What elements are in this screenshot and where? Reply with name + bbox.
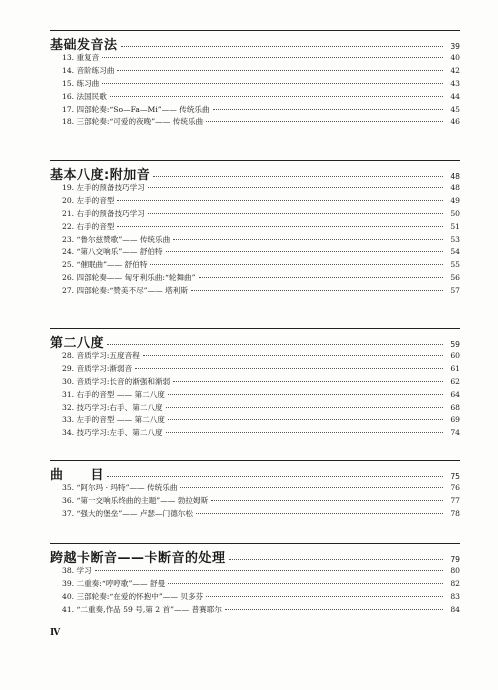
entry-page-number: 77 xyxy=(450,495,460,505)
entry-title: 18. 三部轮奏:“可爱的夜晚”—— 传统乐曲 xyxy=(62,117,204,127)
entry-title: 30. 音质学习:长音的渐强和渐弱 xyxy=(62,376,171,386)
entry-title: 40. 三部轮奏:“在爱的怀抱中”—— 贝多芬 xyxy=(62,591,204,601)
toc-entry[interactable] xyxy=(50,91,460,104)
section-page-number: 39 xyxy=(450,42,460,51)
section-rule xyxy=(50,543,460,544)
dot-leader xyxy=(229,559,443,560)
toc-entry[interactable] xyxy=(50,246,460,259)
section-title: 第二八度 xyxy=(50,336,105,351)
toc-entry[interactable] xyxy=(50,195,460,208)
toc-entry[interactable] xyxy=(50,272,460,285)
entry-page-number: 44 xyxy=(450,91,460,101)
dot-leader xyxy=(102,57,443,58)
dot-leader xyxy=(206,121,443,122)
toc-entry[interactable] xyxy=(50,285,460,298)
toc-entry[interactable] xyxy=(50,482,460,495)
toc-entry[interactable] xyxy=(50,116,460,129)
toc-entry[interactable] xyxy=(50,182,460,195)
entry-title: 35. “阿尔玛 · 玛特”—— 传统乐曲 xyxy=(62,483,178,492)
dot-leader xyxy=(166,251,443,252)
dot-leader xyxy=(173,239,443,240)
dot-leader xyxy=(168,394,443,395)
dot-leader xyxy=(110,96,443,97)
entry-title: 22. 右手的音型 xyxy=(62,221,115,231)
toc-entry[interactable] xyxy=(50,414,460,427)
toc-entry[interactable] xyxy=(50,578,460,591)
page-number: Ⅳ xyxy=(50,628,61,638)
dot-leader xyxy=(117,200,443,201)
toc-entry[interactable] xyxy=(50,350,460,363)
toc-entry[interactable] xyxy=(50,402,460,415)
toc-entry[interactable] xyxy=(50,104,460,117)
entry-page-number: 78 xyxy=(450,508,460,518)
entry-page-number: 54 xyxy=(450,247,460,257)
section-heading[interactable] xyxy=(50,332,460,350)
toc-entry[interactable] xyxy=(50,52,460,65)
entry-title: 36. “第一交响乐终曲的主题”—— 勃拉姆斯 xyxy=(62,495,209,505)
dot-leader xyxy=(166,432,443,433)
toc-entry[interactable] xyxy=(50,78,460,91)
entry-page-number: 55 xyxy=(450,260,460,270)
section-title: 曲 目 xyxy=(50,468,105,483)
section-rule xyxy=(50,460,460,461)
dot-leader xyxy=(135,368,443,369)
toc-section xyxy=(50,30,460,129)
dot-leader xyxy=(95,570,443,571)
dot-leader xyxy=(143,355,443,356)
entry-title: 29. 音质学习:渐弱音 xyxy=(62,363,133,373)
entry-title: 17. 四部轮奏:“So—Fa—Mi”—— 传统乐曲 xyxy=(62,104,210,114)
toc-entry[interactable] xyxy=(50,591,460,604)
toc-section xyxy=(50,460,460,521)
entry-title: 41. “二重奏,作品 59 号,第 2 首”—— 普赛耶尔 xyxy=(62,604,222,614)
entry-title: 19. 左手的预备技巧学习 xyxy=(62,183,145,192)
entry-page-number: 68 xyxy=(450,402,460,412)
entry-title: 16. 法国民歌 xyxy=(62,91,107,101)
toc-entry[interactable] xyxy=(50,208,460,221)
toc-entry[interactable] xyxy=(50,508,460,521)
entry-title: 15. 练习曲 xyxy=(62,78,100,88)
dot-leader xyxy=(225,609,443,610)
entry-title: 27. 四部轮奏:“赞美不尽”—— 塔利斯 xyxy=(62,286,188,296)
toc-entry[interactable] xyxy=(50,427,460,440)
toc-entry[interactable] xyxy=(50,234,460,247)
dot-leader xyxy=(213,109,443,110)
dot-leader xyxy=(180,487,443,488)
section-title: 跨越卡断音——卡断音的处理 xyxy=(50,551,226,566)
entry-page-number: 50 xyxy=(450,208,460,218)
toc-entry[interactable] xyxy=(50,389,460,402)
entry-page-number: 64 xyxy=(450,389,460,399)
entry-page-number: 82 xyxy=(450,578,460,588)
entry-page-number: 80 xyxy=(450,566,460,575)
toc-entry[interactable] xyxy=(50,604,460,617)
entry-page-number: 49 xyxy=(450,195,460,205)
dot-leader xyxy=(148,187,443,188)
dot-leader xyxy=(168,419,443,420)
section-heading[interactable] xyxy=(50,547,460,565)
toc-section xyxy=(50,328,460,440)
dot-leader xyxy=(191,290,443,291)
dot-leader xyxy=(168,583,443,584)
dot-leader xyxy=(148,213,443,214)
section-heading[interactable] xyxy=(50,34,460,52)
entry-page-number: 45 xyxy=(450,104,460,114)
dot-leader xyxy=(107,476,443,477)
entry-title: 39. 二重奏:“哼哼歌”—— 舒曼 xyxy=(62,578,166,588)
entry-page-number: 76 xyxy=(450,483,460,492)
dot-leader xyxy=(166,407,443,408)
toc-entry[interactable] xyxy=(50,495,460,508)
section-page-number: 79 xyxy=(450,555,460,564)
section-heading[interactable] xyxy=(50,464,460,482)
section-title: 基本八度:附加音 xyxy=(50,168,151,183)
entry-title: 37. “强大的堡垒”—— 卢瑟—门德尔松 xyxy=(62,508,193,518)
entry-page-number: 42 xyxy=(450,65,460,75)
toc-section xyxy=(50,543,460,617)
dot-leader xyxy=(206,596,443,597)
entry-page-number: 56 xyxy=(450,273,460,283)
entry-title: 21. 右手的预备技巧学习 xyxy=(62,208,145,218)
section-page-number: 48 xyxy=(450,172,460,181)
dot-leader xyxy=(199,277,443,278)
dot-leader xyxy=(211,500,443,501)
entry-title: 20. 左手的音型 xyxy=(62,195,115,205)
entry-page-number: 69 xyxy=(450,415,460,425)
entry-page-number: 46 xyxy=(450,117,460,127)
entry-title: 26. 四部轮奏—— 匈牙利乐曲:“轮舞曲” xyxy=(62,273,196,283)
entry-title: 14. 音阶练习曲 xyxy=(62,65,115,75)
section-rule xyxy=(50,30,460,31)
entry-page-number: 84 xyxy=(450,604,460,614)
entry-page-number: 53 xyxy=(450,234,460,244)
toc-entry[interactable] xyxy=(50,363,460,376)
entry-page-number: 40 xyxy=(450,53,460,62)
entry-title: 24. “第八交响乐”—— 舒伯特 xyxy=(62,247,163,257)
dot-leader xyxy=(121,46,443,47)
dot-leader xyxy=(173,381,443,382)
entry-title: 32. 技巧学习:右手、第二八度 xyxy=(62,402,163,412)
section-page-number: 59 xyxy=(450,340,460,349)
toc-entry[interactable] xyxy=(50,65,460,78)
entry-page-number: 83 xyxy=(450,591,460,601)
entry-title: 28. 音质学习:五度音程 xyxy=(62,351,140,360)
entry-page-number: 61 xyxy=(450,363,460,373)
section-page-number: 75 xyxy=(450,472,460,481)
entry-title: 33. 左手的音型 —— 第二八度 xyxy=(62,415,165,425)
toc-entry[interactable] xyxy=(50,565,460,578)
entry-page-number: 43 xyxy=(450,78,460,88)
section-rule xyxy=(50,328,460,329)
entry-page-number: 74 xyxy=(450,428,460,438)
entry-page-number: 51 xyxy=(450,221,460,231)
entry-title: 34. 技巧学习:左手、第二八度 xyxy=(62,428,163,438)
dot-leader xyxy=(196,513,443,514)
entry-title: 25. “催眠曲”—— 舒伯特 xyxy=(62,260,148,270)
toc-entry[interactable] xyxy=(50,259,460,272)
dot-leader xyxy=(153,176,443,177)
toc-entry[interactable] xyxy=(50,376,460,389)
entry-page-number: 62 xyxy=(450,376,460,386)
entry-page-number: 57 xyxy=(450,286,460,296)
dot-leader xyxy=(150,264,443,265)
section-rule xyxy=(50,160,460,161)
dot-leader xyxy=(107,344,443,345)
section-heading[interactable] xyxy=(50,164,460,182)
toc-section xyxy=(50,160,460,298)
entry-title: 13. 重复音 xyxy=(62,53,100,62)
dot-leader xyxy=(117,70,443,71)
dot-leader xyxy=(102,83,443,84)
toc-entry[interactable] xyxy=(50,221,460,234)
section-title: 基础发音法 xyxy=(50,38,118,53)
entry-title: 23. “鲁尔兹赞歌”—— 传统乐曲 xyxy=(62,234,171,244)
entry-title: 31. 右手的音型 —— 第二八度 xyxy=(62,389,165,399)
entry-title: 38. 学习 xyxy=(62,566,92,575)
entry-page-number: 60 xyxy=(450,351,460,360)
dot-leader xyxy=(117,226,443,227)
entry-page-number: 48 xyxy=(450,183,460,192)
